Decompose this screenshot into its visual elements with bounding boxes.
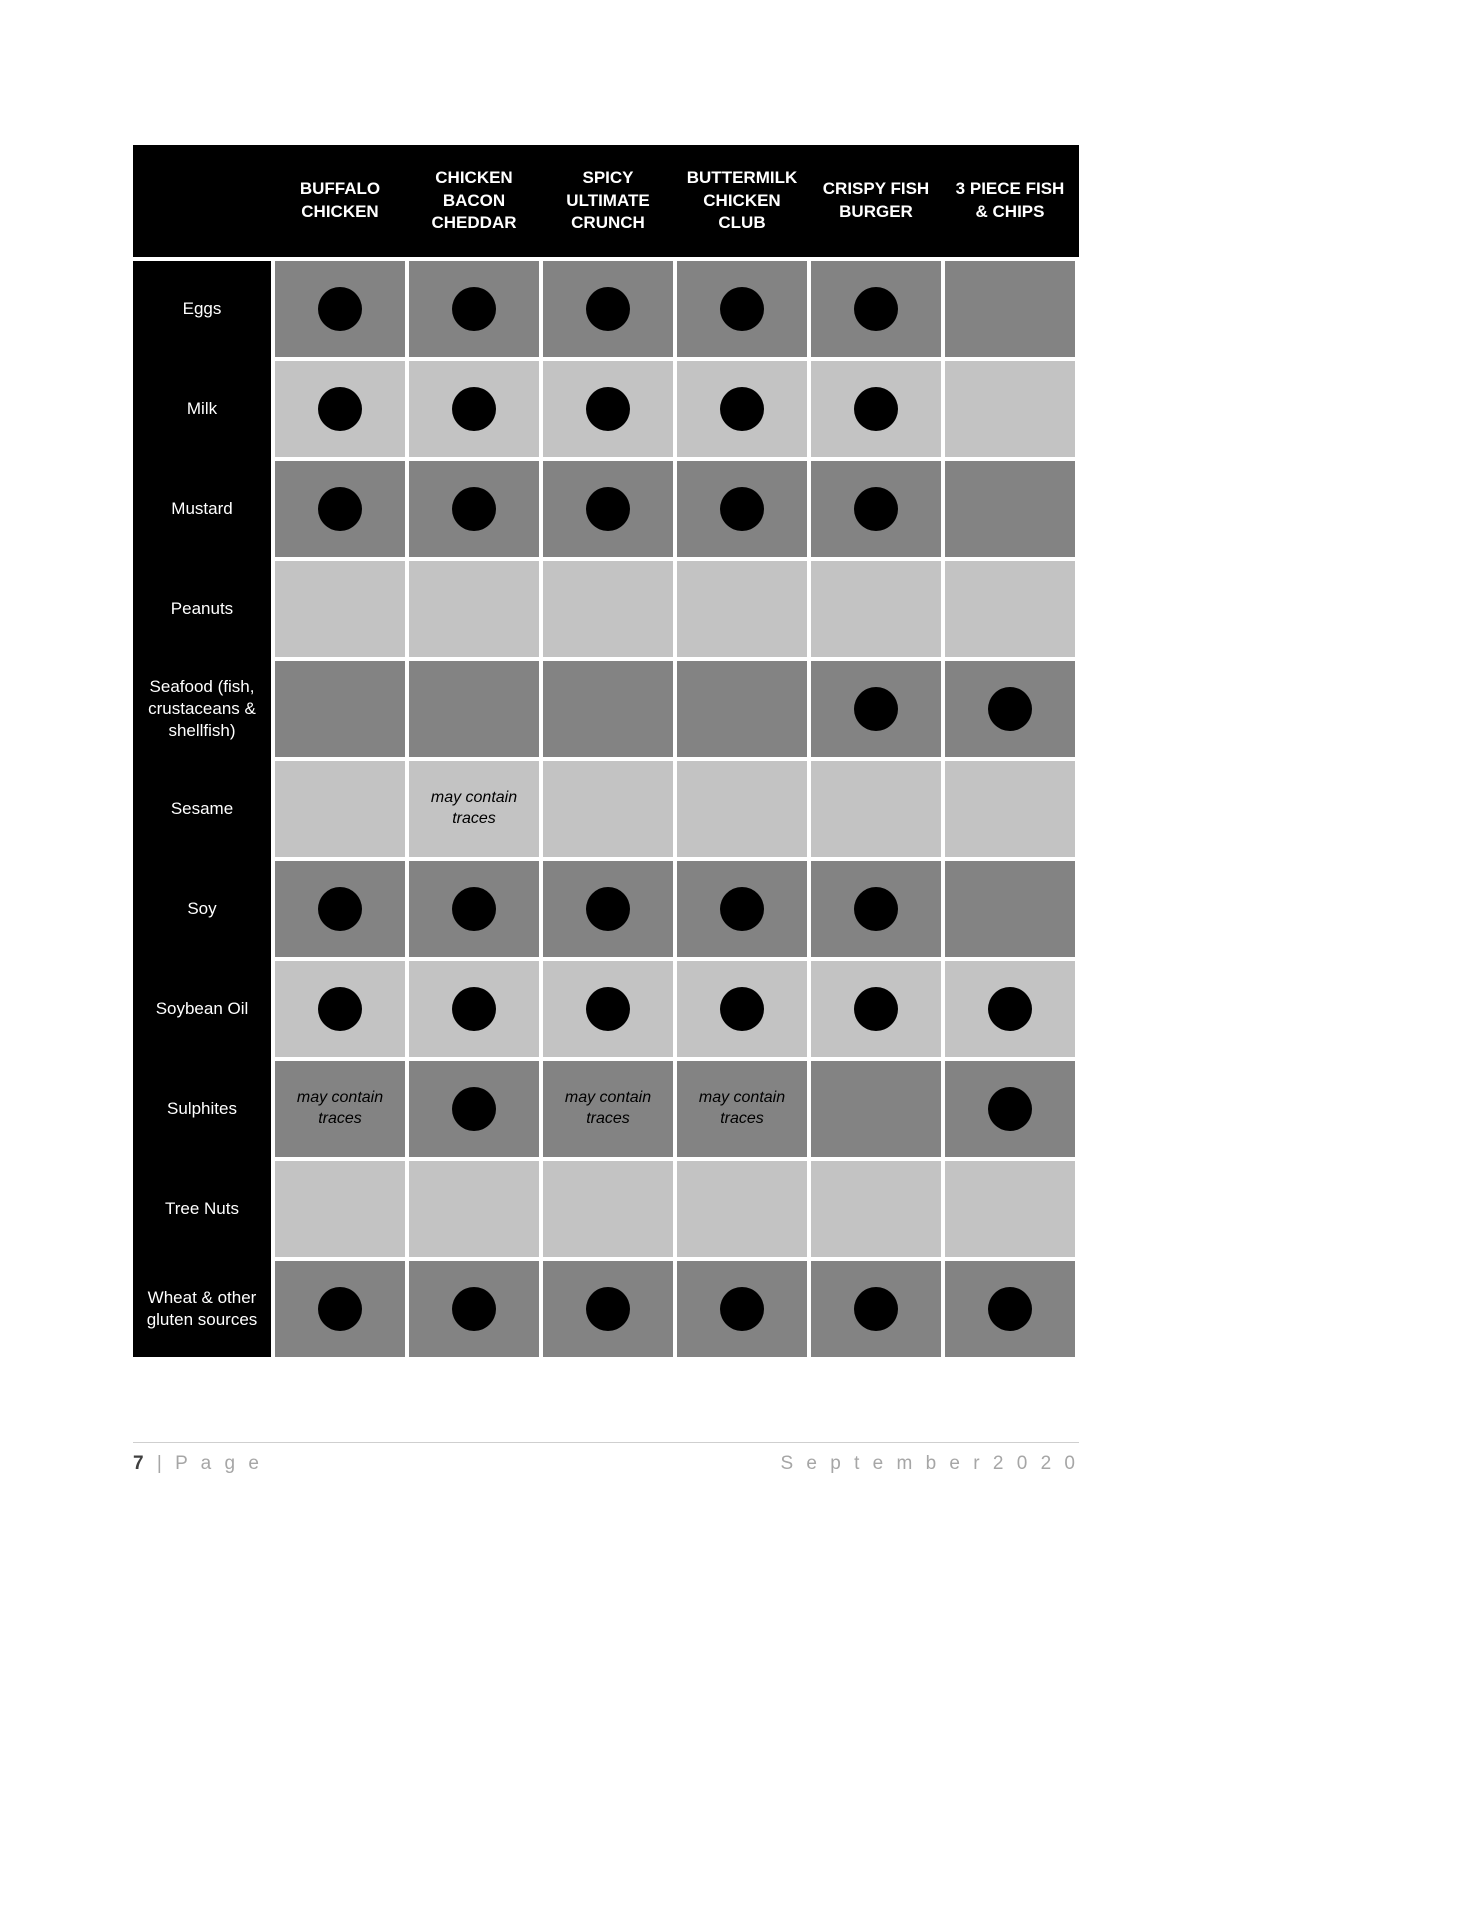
row-label: Peanuts (170, 598, 234, 618)
allergen-cell (945, 961, 1075, 1057)
allergen-dot-icon (452, 1087, 496, 1131)
allergen-cell (543, 1161, 673, 1257)
page-footer (133, 1442, 1079, 1475)
row-label: Wheat & other gluten sources (146, 1287, 258, 1329)
allergen-dot-icon (720, 1287, 764, 1331)
allergen-cell (543, 961, 673, 1057)
allergen-cell (275, 1161, 405, 1257)
allergen-cell (275, 1261, 405, 1357)
allergen-dot-icon (854, 487, 898, 531)
column-header: BUFFALO CHICKEN (299, 179, 381, 221)
allergen-cell (811, 1261, 941, 1357)
allergen-cell (275, 861, 405, 957)
allergen-dot-icon (586, 1287, 630, 1331)
allergen-dot-icon (318, 987, 362, 1031)
allergen-cell (409, 961, 539, 1057)
allergen-dot-icon (318, 1287, 362, 1331)
allergen-dot-icon (854, 987, 898, 1031)
allergen-cell (409, 861, 539, 957)
allergen-cell (409, 361, 539, 457)
allergen-cell (543, 461, 673, 557)
allergen-cell (677, 1161, 807, 1257)
allergen-cell (945, 761, 1075, 857)
table-header-row (133, 145, 1079, 257)
allergen-cell (543, 861, 673, 957)
row-label: Sulphites (167, 1098, 237, 1118)
allergen-cell (811, 461, 941, 557)
allergen-cell (543, 661, 673, 757)
allergen-dot-icon (586, 487, 630, 531)
allergen-cell (945, 1161, 1075, 1257)
allergen-cell (409, 1061, 539, 1157)
allergen-cell (409, 261, 539, 357)
allergen-dot-icon (720, 887, 764, 931)
row-label: Soy (187, 898, 217, 918)
allergen-dot-icon (452, 387, 496, 431)
allergen-cell (677, 661, 807, 757)
allergen-cell (811, 761, 941, 857)
allergen-cell (275, 1061, 405, 1157)
footer-date: S e p t e m b e r 2 0 2 0 (780, 1453, 1079, 1474)
allergen-dot-icon (586, 987, 630, 1031)
allergen-cell (275, 361, 405, 457)
allergen-matrix-table (133, 145, 1079, 1357)
allergen-cell (275, 261, 405, 357)
allergen-cell (543, 361, 673, 457)
row-label: Milk (186, 398, 218, 418)
allergen-cell (543, 261, 673, 357)
allergen-dot-icon (988, 1087, 1032, 1131)
allergen-cell (811, 661, 941, 757)
allergen-dot-icon (854, 887, 898, 931)
allergen-dot-icon (720, 987, 764, 1031)
allergen-dot-icon (586, 887, 630, 931)
allergen-cell (275, 561, 405, 657)
row-label: Soybean Oil (155, 998, 249, 1018)
allergen-cell (811, 361, 941, 457)
allergen-cell (409, 1261, 539, 1357)
allergen-cell (275, 661, 405, 757)
allergen-dot-icon (586, 287, 630, 331)
allergen-dot-icon (452, 887, 496, 931)
allergen-cell (409, 661, 539, 757)
allergen-cell (945, 461, 1075, 557)
allergen-cell (409, 1161, 539, 1257)
allergen-cell (275, 761, 405, 857)
column-header: 3 PIECE FISH & CHIPS (955, 179, 1065, 221)
column-header: BUTTERMILK CHICKEN CLUB (686, 167, 798, 233)
allergen-cell (543, 561, 673, 657)
allergen-cell (811, 1161, 941, 1257)
allergen-cell (677, 361, 807, 457)
allergen-cell (409, 761, 539, 857)
allergen-dot-icon (720, 287, 764, 331)
allergen-dot-icon (318, 487, 362, 531)
allergen-note: may contain traces (698, 1089, 786, 1127)
allergen-cell (275, 461, 405, 557)
allergen-dot-icon (318, 287, 362, 331)
allergen-cell (811, 261, 941, 357)
allergen-dot-icon (586, 387, 630, 431)
allergen-cell (677, 1261, 807, 1357)
page-number-block (133, 1453, 263, 1475)
allergen-cell (409, 561, 539, 657)
allergen-grid (275, 261, 1075, 1357)
allergen-dot-icon (988, 687, 1032, 731)
allergen-cell (543, 1061, 673, 1157)
page-number: 7 (133, 1453, 146, 1474)
row-label-column (133, 261, 271, 1357)
page-label: | P a g e (156, 1453, 263, 1474)
allergen-cell (677, 1061, 807, 1157)
allergen-dot-icon (720, 487, 764, 531)
allergen-cell (945, 1261, 1075, 1357)
allergen-cell (945, 261, 1075, 357)
allergen-dot-icon (854, 287, 898, 331)
allergen-dot-icon (988, 1287, 1032, 1331)
allergen-cell (811, 1061, 941, 1157)
row-label: Tree Nuts (164, 1198, 239, 1218)
allergen-cell (677, 561, 807, 657)
allergen-cell (945, 661, 1075, 757)
allergen-cell (677, 461, 807, 557)
row-label: Mustard (171, 498, 233, 518)
row-label: Eggs (182, 298, 222, 318)
allergen-dot-icon (988, 987, 1032, 1031)
allergen-cell (811, 961, 941, 1057)
allergen-cell (945, 1061, 1075, 1157)
allergen-dot-icon (854, 687, 898, 731)
allergen-cell (945, 861, 1075, 957)
allergen-dot-icon (318, 887, 362, 931)
allergen-dot-icon (452, 1287, 496, 1331)
allergen-cell (677, 261, 807, 357)
allergen-cell (811, 561, 941, 657)
allergen-dot-icon (854, 1287, 898, 1331)
allergen-cell (677, 761, 807, 857)
allergen-cell (275, 961, 405, 1057)
table-corner-cell (133, 145, 271, 257)
allergen-cell (945, 361, 1075, 457)
allergen-dot-icon (452, 487, 496, 531)
allergen-cell (409, 461, 539, 557)
allergen-note: may contain traces (564, 1089, 652, 1127)
allergen-cell (811, 861, 941, 957)
column-header: SPICY ULTIMATE CRUNCH (566, 167, 650, 233)
allergen-dot-icon (720, 387, 764, 431)
allergen-dot-icon (318, 387, 362, 431)
allergen-dot-icon (452, 987, 496, 1031)
allergen-cell (543, 1261, 673, 1357)
allergen-cell (543, 761, 673, 857)
allergen-cell (677, 961, 807, 1057)
column-header: CHICKEN BACON CHEDDAR (431, 167, 517, 233)
allergen-cell (677, 861, 807, 957)
allergen-dot-icon (854, 387, 898, 431)
row-label: Seafood (fish, crustaceans & shellfish) (148, 676, 256, 741)
allergen-dot-icon (452, 287, 496, 331)
column-header: CRISPY FISH BURGER (822, 179, 930, 221)
table-body (133, 261, 1079, 1357)
allergen-note: may contain traces (296, 1089, 384, 1127)
row-label: Sesame (170, 798, 234, 818)
allergen-cell (945, 561, 1075, 657)
allergen-note: may contain traces (430, 789, 518, 827)
